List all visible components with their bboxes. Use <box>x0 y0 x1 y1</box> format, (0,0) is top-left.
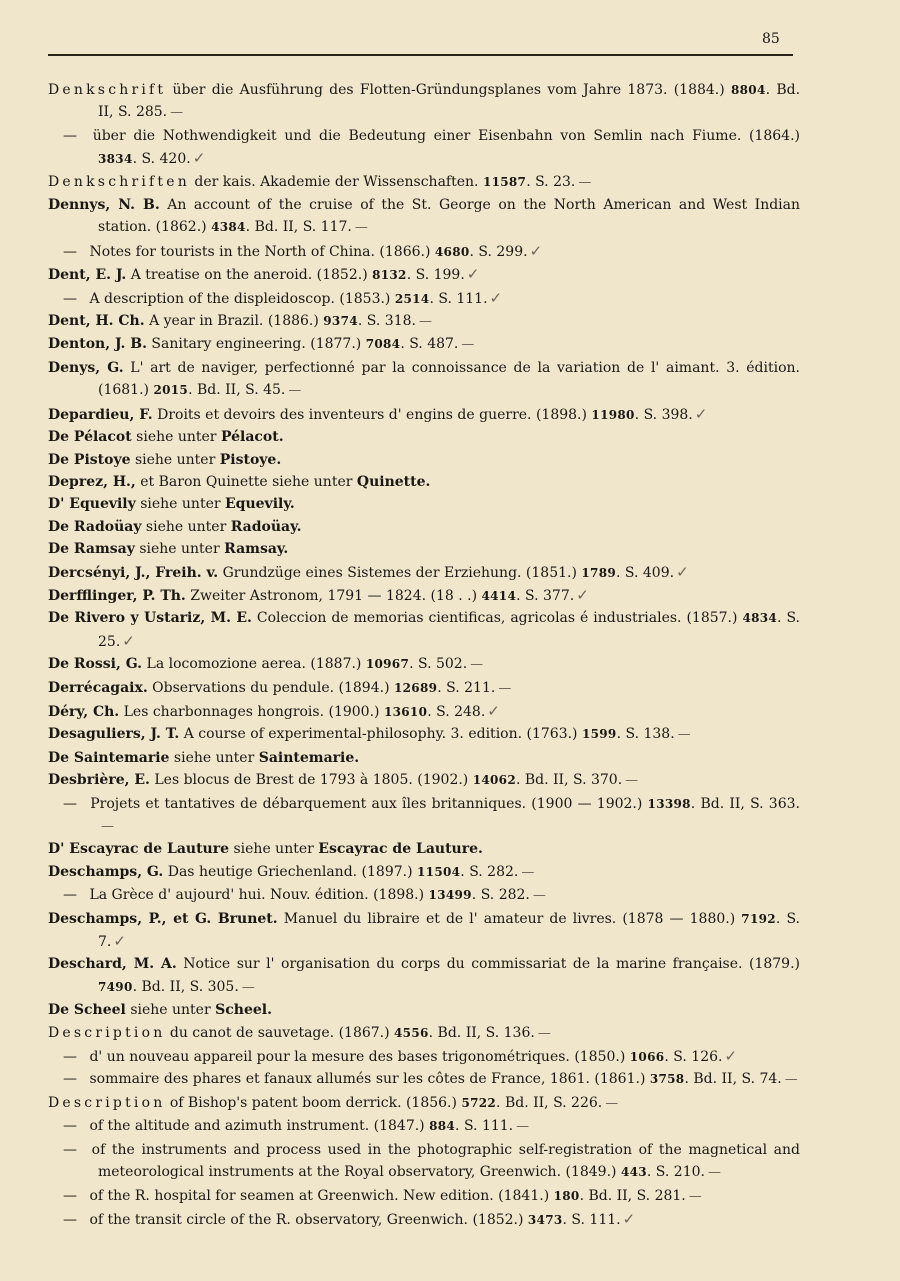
catalogue-number: 180 <box>553 1188 580 1203</box>
index-entry <box>48 471 800 493</box>
index-subentry: — Notes for tourists in the North of China. (1866.) 4680. S. 299. ✓ <box>48 240 800 263</box>
handwritten-check-mark: ✓ <box>724 1047 738 1066</box>
catalogue-number: 14062 <box>472 773 516 788</box>
entry-title: Notes for tourists in the North of China. (1866.) <box>89 243 431 260</box>
cross-reference: Pélacot. <box>220 429 284 446</box>
index-subentry: — Projets et tantatives de débarquement aux îles britanniques. (1900 — 1902.) 13398. Bd. II, S. 363.— <box>48 793 800 839</box>
entry-title: Les blocus de Brest de 1793 à 1805. (1902.) <box>154 772 469 789</box>
catalogue-number: 9374 <box>323 314 358 329</box>
ditto-dash: — <box>63 887 77 904</box>
entry-title: über die Nothwendigkeit und die Bedeutung einer Eisenbahn von Semlin nach Fiume. (1864.) <box>92 127 801 144</box>
index-entry: Deschamps, P., et G. Brunet. Manuel du libraire et de l' amateur de livres. (1878 — 1880.) 7192. S. 7. ✓ <box>48 910 801 951</box>
index-entry <box>48 999 800 1021</box>
catalogue-number: 3758 <box>649 1072 685 1087</box>
entry-title: über die Ausführung des Flotten-Gründungsplanes vom Jahre 1873. (1884.) <box>172 82 725 98</box>
catalogue-number: 1789 <box>581 565 616 580</box>
entry-title: La Grèce d' aujourd' hui. Nouv. édition. (1898.) <box>89 887 425 904</box>
catalogue-number: 10967 <box>365 657 410 672</box>
index-subentry: — La Grèce d' aujourd' hui. Nouv. édition. (1898.) 13499. S. 282. — <box>48 884 800 907</box>
entry-title: Notice sur l' organisation du corps du commissariat de la marine française. (1879.) <box>183 956 800 973</box>
entry-heading: Denkschriften <box>48 173 190 190</box>
handwritten-dash-mark: — <box>521 864 535 880</box>
handwritten-dash-mark: — <box>677 727 691 743</box>
location-reference: S. 23. <box>535 173 576 190</box>
entry-heading: Desaguliers, J. T. <box>48 726 180 743</box>
handwritten-dash-mark: — <box>537 1025 551 1041</box>
entry-heading: Dent, H. Ch. <box>48 313 145 330</box>
entry-heading: Deschard, M. A. <box>48 956 177 973</box>
entry-title: of the altitude and azimuth instrument. (1847.) <box>89 1118 425 1135</box>
location-reference: Bd. II, S. 363. <box>700 795 800 812</box>
location-reference: S. 7. <box>98 910 801 951</box>
index-entry: Dercsényi, J., Freih. v. Grundzüge eines Sistemes der Erziehung. (1851.) 1789. S. 409. ✓ <box>48 562 689 581</box>
location-reference: Bd. II, S. 117. <box>254 219 352 236</box>
handwritten-dash-mark: — <box>578 174 592 190</box>
handwritten-check-mark: ✓ <box>113 932 126 951</box>
ditto-dash: — <box>63 1211 77 1228</box>
handwritten-dash-mark: — <box>784 1072 798 1088</box>
entry-heading: Deschamps, P., et G. Brunet. <box>48 910 278 927</box>
entry-heading: Derfflinger, P. Th. <box>48 587 186 604</box>
entry-title: Observations du pendule. (1894.) <box>152 679 390 696</box>
location-reference: Bd. II, S. 136. <box>437 1024 535 1041</box>
entry-title: A treatise on the aneroid. (1852.) <box>130 267 368 284</box>
handwritten-check-mark: ✓ <box>622 1209 636 1228</box>
entry-heading: De Rossi, G. <box>48 656 143 673</box>
entry-title: siehe unter <box>136 429 217 446</box>
location-reference: S. 318. <box>366 313 416 330</box>
entry-title: of the instruments and process used in the photographic self-registration of the magnetical and meteorological instruments at the Royal observatory, Greenwich. (1849.) <box>91 1141 800 1181</box>
entry-heading: Déry, Ch. <box>48 703 120 720</box>
index-entry: Desaguliers, J. T. A course of experimental-philosophy. 3. edition. (1763.) 1599. S. 138. — <box>48 726 691 743</box>
index-entry <box>48 516 800 538</box>
handwritten-check-mark: ✓ <box>192 149 206 168</box>
catalogue-number: 4834 <box>742 611 778 626</box>
location-reference: S. 282. <box>469 863 519 880</box>
ditto-dash: — <box>63 795 77 812</box>
entry-title: An account of the cruise of the St. George on the North American and West Indian station. (1862.) <box>98 197 801 236</box>
index-entry: De Rossi, G. La locomozione aerea. (1887.) 10967. S. 502. — <box>48 656 484 673</box>
entry-title: siehe unter <box>233 841 314 858</box>
entry-heading: Denkschrift <box>48 82 167 98</box>
handwritten-dash-mark: — <box>498 680 512 696</box>
entry-title: siehe unter <box>139 541 220 558</box>
entry-heading: Denton, J. B. <box>48 336 147 353</box>
entry-title: of Bishop's patent boom derrick. (1856.) <box>169 1094 457 1111</box>
index-entry: Deschamps, G. Das heutige Griechenland. (1897.) 11504. S. 282. — <box>48 863 535 880</box>
entry-title: of the transit circle of the R. observatory, Greenwich. (1852.) <box>89 1211 524 1228</box>
entry-title: Coleccion de memorias cientificas, agricolas é industriales. (1857.) <box>256 610 738 627</box>
entry-heading: D' Escayrac de Lauture <box>48 841 230 858</box>
handwritten-check-mark: ✓ <box>122 631 135 650</box>
cross-reference: Escayrac de Lauture. <box>318 841 483 858</box>
index-entry: Dennys, N. B. An account of the cruise of the St. George on the North American and West Indian station. (1862.) 4384. Bd. II, S. 117. — <box>48 197 801 236</box>
handwritten-dash-mark: — <box>461 337 475 353</box>
entry-title: siehe unter <box>145 518 227 535</box>
handwritten-dash-mark: — <box>288 383 302 399</box>
catalogue-number: 8132 <box>372 268 407 283</box>
catalogue-number: 3834 <box>98 152 133 167</box>
handwritten-check-mark: ✓ <box>676 562 689 581</box>
catalogue-number: 4680 <box>434 244 470 259</box>
location-reference: S. 487. <box>409 336 459 353</box>
entry-title: d' un nouveau appareil pour la mesure des bases trigonométriques. (1850.) <box>89 1049 626 1066</box>
location-reference: S. 248. <box>436 703 486 720</box>
handwritten-dash-mark: — <box>418 314 432 330</box>
handwritten-dash-mark: — <box>605 1095 619 1111</box>
location-reference: S. 398. <box>643 406 693 423</box>
index-entry: Denys, G. L' art de naviger, perfectionné par la connoissance de la variation de l' aimant. 3. édition. (1681.) 2015. Bd. II, S. 45. — <box>48 359 800 399</box>
entry-heading: Derrécagaix. <box>48 679 148 696</box>
location-reference: Bd. II, S. 305. <box>141 978 239 995</box>
catalogue-number: 1599 <box>581 727 617 742</box>
index-entry: Denton, J. B. Sanitary engineering. (1877.) 7084. S. 487. — <box>48 336 475 353</box>
catalogue-number: 884 <box>429 1119 456 1134</box>
index-entry <box>48 747 800 769</box>
page-number: 85 <box>762 31 780 47</box>
catalogue-number: 1066 <box>629 1050 665 1065</box>
handwritten-check-mark: ✓ <box>489 288 503 307</box>
index-entry <box>48 538 800 560</box>
ditto-dash: — <box>63 127 77 144</box>
location-reference: S. 111. <box>438 290 488 307</box>
location-reference: Bd. II, S. 281. <box>588 1187 686 1204</box>
entry-title: sommaire des phares et fanaux allumés sur les côtes de France, 1861. (1861.) <box>89 1071 646 1088</box>
entry-heading: Depardieu, F. <box>48 406 153 423</box>
catalogue-number: 13398 <box>647 796 691 811</box>
index-subentry: — of the instruments and process used in the photographic self-registration of the magnetical and meteorological instruments at the Royal observatory, Greenwich. (1849.) 443. S. 210. — <box>48 1139 800 1185</box>
catalogue-number: 4556 <box>394 1025 429 1040</box>
header-rule <box>48 54 793 56</box>
catalogue-number: 12689 <box>394 680 438 695</box>
location-reference: S. 111. <box>463 1118 514 1135</box>
entry-title: of the R. hospital for seamen at Greenwich. New edition. (1841.) <box>89 1187 550 1204</box>
entry-title: A description of the displeidoscop. (1853.) <box>89 290 391 307</box>
entry-heading: Deschamps, G. <box>48 863 164 880</box>
location-reference: S. 377. <box>525 587 575 604</box>
cross-reference: Radoüay. <box>230 518 302 535</box>
entry-title: Zweiter Astronom, 1791 — 1824. (18 . .) <box>190 587 478 604</box>
entry-title: siehe unter <box>140 496 221 513</box>
index-entry: Description of Bishop's patent boom derrick. (1856.) 5722. Bd. II, S. 226. — <box>48 1094 619 1111</box>
catalogue-number: 2514 <box>394 291 430 306</box>
catalogue-number: 4384 <box>211 220 246 235</box>
index-subentry: — of the altitude and azimuth instrument. (1847.) 884. S. 111. — <box>48 1115 800 1138</box>
location-reference: Bd. II, S. 226. <box>504 1094 603 1111</box>
entry-heading: Dercsényi, J., Freih. v. <box>48 564 219 581</box>
index-entry: Derfflinger, P. Th. Zweiter Astronom, 1791 — 1824. (18 . .) 4414. S. 377. ✓ <box>48 585 589 604</box>
index-entry: De Rivero y Ustariz, M. E. Coleccion de memorias cientificas, agricolas é industriales. (1857.) 4834. S. 25. ✓ <box>48 610 801 650</box>
entry-title: La locomozione aerea. (1887.) <box>146 656 362 673</box>
handwritten-dash-mark: — <box>688 1188 702 1204</box>
entry-heading: Denys, G. <box>48 359 124 376</box>
handwritten-dash-mark: — <box>101 819 114 834</box>
catalogue-number: 11980 <box>591 407 635 422</box>
index-subentry: — of the transit circle of the R. observatory, Greenwich. (1852.) 3473. S. 111. ✓ <box>48 1208 800 1231</box>
entry-heading: De Pélacot <box>48 429 132 446</box>
index-subentry: — A description of the displeidoscop. (1853.) 2514. S. 111. ✓ <box>48 287 800 310</box>
index-entry: Denkschriften der kais. Akademie der Wissenschaften. 11587. S. 23. — <box>48 173 592 190</box>
index-entry: Denkschrift über die Ausführung des Flotten-Gründungsplanes vom Jahre 1873. (1884.) 8804. Bd. II, S. 285. — <box>48 82 801 121</box>
index-entry: Description du canot de sauvetage. (1867.) 4556. Bd. II, S. 136. — <box>48 1024 551 1041</box>
entry-title: Grundzüge eines Sistemes der Erziehung. (1851.) <box>222 564 577 581</box>
entry-heading: De Radoüay <box>48 518 142 535</box>
ditto-dash: — <box>63 1071 77 1088</box>
index-entry: Desbrière, E. Les blocus de Brest de 1793 à 1805. (1902.) 14062. Bd. II, S. 370. — <box>48 772 639 789</box>
index-entry: Depardieu, F. Droits et devoirs des inventeurs d' engins de guerre. (1898.) 11980. S. 398. ✓ <box>48 404 708 423</box>
location-reference: S. 199. <box>415 267 465 284</box>
entry-title: et Baron Quinette siehe unter <box>140 473 353 490</box>
catalogue-number: 11587 <box>482 174 527 189</box>
cross-reference: Ramsay. <box>224 541 289 558</box>
entry-title: siehe unter <box>173 749 255 766</box>
ditto-dash: — <box>63 1118 77 1135</box>
location-reference: S. 299. <box>478 243 528 260</box>
ditto-dash: — <box>63 1187 77 1204</box>
catalogue-number: 3473 <box>527 1212 563 1227</box>
handwritten-check-mark: ✓ <box>576 585 589 604</box>
entry-heading: Description <box>48 1024 166 1041</box>
entry-title: der kais. Akademie der Wissenschaften. <box>194 173 479 190</box>
catalogue-number: 7490 <box>98 979 133 994</box>
cross-reference: Pistoye. <box>219 451 282 468</box>
entry-heading: De Scheel <box>48 1002 126 1019</box>
handwritten-check-mark: ✓ <box>694 404 708 423</box>
location-reference: S. 502. <box>418 656 468 673</box>
entry-title: Les charbonnages hongrois. (1900.) <box>123 703 380 720</box>
index-subentry: — d' un nouveau appareil pour la mesure des bases trigonométriques. (1850.) 1066. S. 126. ✓ <box>48 1045 800 1068</box>
entry-heading: D' Equevily <box>48 496 136 513</box>
entry-title: Manuel du libraire et de l' amateur de livres. (1878 — 1880.) <box>283 910 736 927</box>
catalogue-number: 7084 <box>365 337 401 352</box>
index-entries <box>48 79 800 1231</box>
ditto-dash: — <box>63 1049 77 1066</box>
catalogue-number: 443 <box>620 1165 647 1180</box>
entry-heading: De Saintemarie <box>48 749 170 766</box>
index-entry: Dent, H. Ch. A year in Brazil. (1886.) 9374. S. 318. — <box>48 313 432 330</box>
index-entry <box>48 426 800 448</box>
ditto-dash: — <box>63 1141 77 1158</box>
handwritten-dash-mark: — <box>516 1119 530 1135</box>
entry-title: Das heutige Griechenland. (1897.) <box>167 863 413 880</box>
index-entry: Deschard, M. A. Notice sur l' organisation du corps du commissariat de la marine française. (1879.) 7490. Bd. II, S. 305. — <box>48 956 800 995</box>
location-reference: S. 210. <box>655 1164 705 1181</box>
handwritten-check-mark: ✓ <box>466 265 480 284</box>
location-reference: S. 211. <box>446 679 496 696</box>
entry-title: A course of experimental-philosophy. 3. edition. (1763.) <box>183 726 578 743</box>
entry-title: Droits et devoirs des inventeurs d' engins de guerre. (1898.) <box>157 406 587 423</box>
catalogue-number: 2015 <box>153 383 189 398</box>
entry-title: du canot de sauvetage. (1867.) <box>169 1024 390 1041</box>
location-reference: Bd. II, S. 45. <box>196 382 286 399</box>
entry-heading: De Pistoye <box>48 451 131 468</box>
handwritten-dash-mark: — <box>470 657 484 673</box>
index-entry <box>48 493 800 515</box>
entry-heading: Desbrière, E. <box>48 772 150 789</box>
handwritten-dash-mark: — <box>532 888 546 904</box>
catalogue-number: 5722 <box>461 1095 497 1110</box>
handwritten-check-mark: ✓ <box>529 241 543 260</box>
index-entry <box>48 838 800 860</box>
location-reference: S. 420. <box>141 151 191 168</box>
entry-title: siehe unter <box>130 1002 211 1019</box>
entry-title: Projets et tantatives de débarquement aux îles britanniques. (1900 — 1902.) <box>90 795 643 812</box>
index-entry: Derrécagaix. Observations du pendule. (1894.) 12689. S. 211. — <box>48 679 512 696</box>
index-subentry: — sommaire des phares et fanaux allumés sur les côtes de France, 1861. (1861.) 3758. Bd. II, S. 74. — <box>48 1068 800 1091</box>
catalogue-number: 13610 <box>383 704 428 719</box>
index-entry: Dent, E. J. A treatise on the aneroid. (1852.) 8132. S. 199. ✓ <box>48 265 480 284</box>
location-reference: Bd. II, S. 74. <box>693 1071 782 1088</box>
entry-heading: De Rivero y Ustariz, M. E. <box>48 610 252 627</box>
location-reference: S. 126. <box>673 1049 723 1066</box>
ditto-dash: — <box>63 290 77 307</box>
location-reference: S. 409. <box>624 564 675 581</box>
location-reference: Bd. II, S. 285. <box>98 82 801 121</box>
index-subentry: — of the R. hospital for seamen at Greenwich. New edition. (1841.) 180. Bd. II, S. 281. — <box>48 1185 800 1208</box>
location-reference: S. 138. <box>625 726 675 743</box>
index-entry <box>48 449 800 471</box>
catalogue-number: 13499 <box>428 888 472 903</box>
location-reference: Bd. II, S. 370. <box>524 772 623 789</box>
entry-title: Sanitary engineering. (1877.) <box>151 336 362 353</box>
entry-heading: Description <box>48 1094 166 1111</box>
handwritten-dash-mark: — <box>354 220 368 236</box>
entry-heading: De Ramsay <box>48 541 135 558</box>
index-entry: Déry, Ch. Les charbonnages hongrois. (1900.) 13610. S. 248. ✓ <box>48 701 500 720</box>
handwritten-check-mark: ✓ <box>487 701 500 720</box>
cross-reference: Saintemarie. <box>258 749 360 766</box>
ditto-dash: — <box>63 243 77 260</box>
handwritten-dash-mark: — <box>170 105 184 121</box>
handwritten-dash-mark: — <box>241 979 255 995</box>
catalogue-number: 4414 <box>481 588 517 603</box>
index-subentry: — über die Nothwendigkeit und die Bedeutung einer Eisenbahn von Semlin nach Fiume. (1864.) 3834. S. 420. ✓ <box>48 125 800 171</box>
entry-title: A year in Brazil. (1886.) <box>149 313 319 330</box>
entry-heading: Dennys, N. B. <box>48 197 160 214</box>
location-reference: S. 111. <box>571 1211 621 1228</box>
cross-reference: Quinette. <box>356 473 431 490</box>
catalogue-number: 8804 <box>731 83 766 97</box>
location-reference: S. 25. <box>98 610 801 650</box>
catalogue-number: 7192 <box>741 911 776 926</box>
catalogue-number: 11504 <box>417 864 461 879</box>
entry-title: siehe unter <box>134 451 216 468</box>
entry-heading: Deprez, H., <box>48 473 136 490</box>
handwritten-dash-mark: — <box>707 1165 721 1181</box>
entry-title: L' art de naviger, perfectionné par la connoissance de la variation de l' aimant. 3. édition. (1681.) <box>98 359 800 399</box>
entry-heading: Dent, E. J. <box>48 267 127 284</box>
cross-reference: Scheel. <box>215 1002 272 1019</box>
cross-reference: Equevily. <box>225 496 295 513</box>
handwritten-dash-mark: — <box>625 773 639 789</box>
location-reference: S. 282. <box>480 887 530 904</box>
